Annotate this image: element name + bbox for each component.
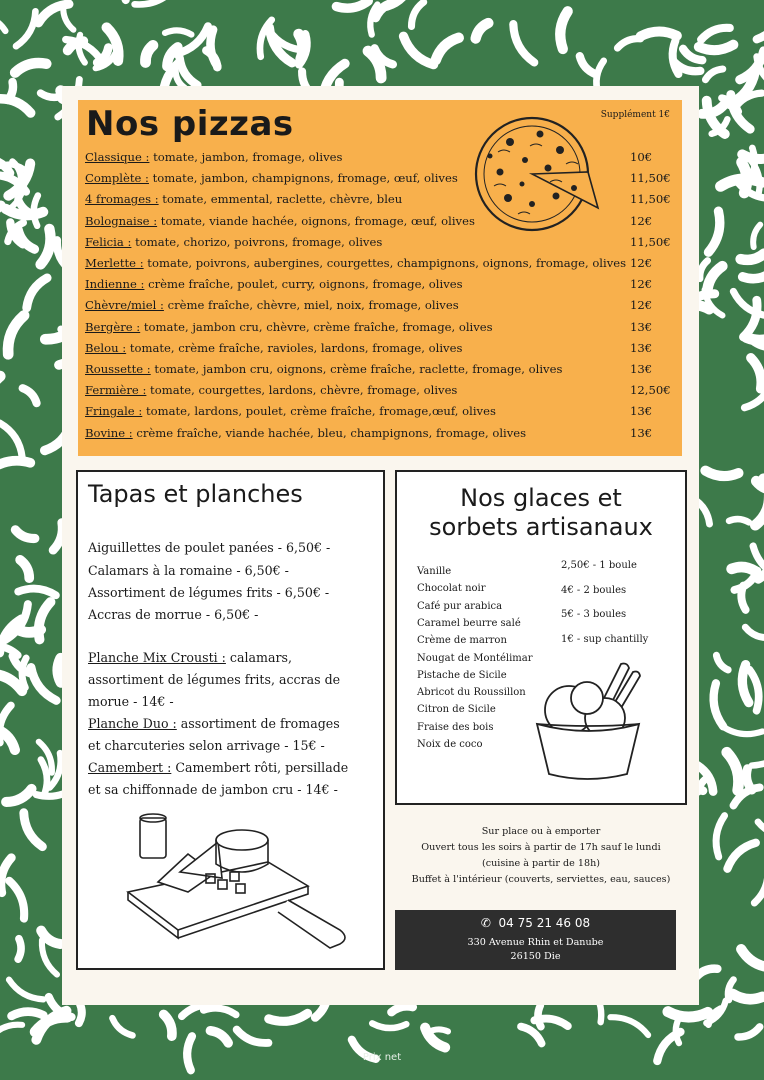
pizza-name: Bovine : — [85, 425, 133, 440]
planche-duo — [88, 716, 340, 731]
flavor-item: Vanille — [417, 566, 452, 577]
pizza-item — [85, 426, 526, 440]
pizza-name: Felicia : — [85, 234, 132, 249]
pizza-illustration — [470, 112, 606, 248]
pizza-ingredients: tomate, chorizo, poivrons, fromage, olives — [131, 234, 383, 249]
pizza-ingredients: tomate, jambon cru, oignons, crème fraîche, raclette, fromage, olives — [150, 362, 563, 376]
pizza-price: 13€ — [630, 404, 653, 419]
pizza-ingredients: tomate, crème fraîche, ravioles, lardons, fromage, olives — [126, 340, 463, 355]
address-line1: 330 Avenue Rhin et Danube — [467, 937, 604, 948]
tapas-title: Tapas et planches — [88, 480, 303, 508]
camembert-desc: Camembert rôti, persillade — [171, 760, 349, 775]
pizza-item — [85, 320, 493, 334]
pizza-ingredients: tomate, poivrons, aubergines, courgettes, champignons, oignons, fromage, olives — [143, 256, 627, 270]
cheese-board-illustration — [118, 812, 358, 960]
flavor-item: Noix de coco — [417, 739, 483, 750]
pizza-name: Merlette : — [85, 256, 144, 270]
pizza-ingredients: tomate, jambon cru, chèvre, crème fraîche, fromage, olives — [140, 319, 493, 334]
flavor-item: Caramel beurre salé — [417, 617, 521, 629]
pizza-ingredients: crème fraîche, chèvre, miel, noix, fromage, olives — [163, 298, 459, 313]
pizza-item — [85, 150, 342, 164]
pizza-name: Complète : — [85, 171, 149, 186]
tapas-item: Aiguillettes de poulet panées - 6,50€ - — [88, 540, 331, 555]
pizza-item — [85, 404, 496, 418]
ice-cream-price: 2,50€ - 1 boule — [561, 560, 637, 571]
pizza-item — [85, 383, 457, 397]
planche-duo-desc-2: et charcuteries selon arrivage - 15€ - — [88, 738, 325, 753]
pizza-section — [78, 100, 682, 456]
pizza-item — [85, 298, 459, 312]
pizza-ingredients: tomate, lardons, poulet, crème fraîche, fromage,œuf, olives — [142, 404, 496, 419]
ice-cream-price: 4€ - 2 boules — [561, 584, 627, 596]
info-line: (cuisine à partir de 18h) — [481, 858, 601, 869]
pizza-item — [85, 192, 402, 206]
pizza-name: Classique : — [85, 150, 150, 164]
pizza-name: Chèvre/miel : — [85, 298, 164, 313]
ice-cream-section — [395, 470, 687, 805]
info-line: Sur place ou à emporter — [481, 826, 601, 837]
pizza-ingredients: crème fraîche, poulet, curry, oignons, fromage, olives — [144, 277, 463, 292]
phone-icon: ✆ — [480, 916, 491, 930]
tapas-item: Assortiment de légumes frits - 6,50€ - — [88, 585, 330, 600]
planche-duo-desc: assortiment de fromages — [176, 716, 340, 731]
tapas-item: Accras de morrue - 6,50€ - — [88, 607, 259, 622]
phone-number: 04 75 21 46 08 — [498, 916, 591, 930]
pizza-item — [85, 214, 475, 228]
pizza-ingredients: tomate, jambon, fromage, olives — [149, 150, 343, 164]
info-line: Ouvert tous les soirs à partir de 17h sauf le lundi — [421, 842, 661, 853]
pizza-price: 12,50€ — [630, 383, 671, 398]
pizza-item — [85, 277, 463, 291]
flavor-item: Crème de marron — [417, 635, 507, 647]
ice-cream-title-line1: Nos glaces et — [460, 484, 622, 512]
pizza-price: 13€ — [630, 362, 653, 376]
pizza-price: 11,50€ — [630, 234, 671, 249]
camembert-label: Camembert : — [88, 760, 172, 775]
pizza-name: Bergère : — [85, 319, 141, 334]
address-line2: 26150 Die — [510, 951, 561, 962]
info-line: Buffet à l'intérieur (couverts, serviettes, eau, sauces) — [411, 874, 671, 885]
pizza-name: 4 fromages : — [85, 192, 159, 207]
pizza-price: 12€ — [630, 298, 653, 313]
pizza-ingredients: tomate, viande hachée, oignons, fromage, œuf, olives — [157, 213, 475, 228]
pizza-price: 11,50€ — [630, 171, 671, 186]
flavor-item: Fraise des bois — [417, 721, 494, 733]
pizza-price: 13€ — [630, 425, 653, 440]
pizza-price: 10€ — [630, 150, 653, 164]
pizza-name: Roussette : — [85, 362, 151, 376]
flavor-item: Pistache de Sicile — [417, 669, 507, 681]
tapas-section — [76, 470, 385, 970]
pizza-name: Bolognaise : — [85, 213, 158, 228]
footer-note: Prix net — [362, 1052, 402, 1063]
pizza-item — [85, 341, 462, 355]
camembert-desc-2: et sa chiffonnade de jambon cru - 14€ - — [88, 782, 338, 797]
pizza-price: 12€ — [630, 256, 653, 270]
planche-mix — [88, 650, 292, 665]
pizza-item — [85, 235, 382, 249]
flavor-item: Nougat de Montélimar — [417, 652, 533, 664]
ice-cream-price: 5€ - 3 boules — [561, 609, 627, 620]
pizza-name: Fermière : — [85, 383, 147, 398]
flavor-item: Chocolat noir — [417, 583, 486, 595]
flavor-item: Citron de Sicile — [417, 704, 496, 716]
pizza-item — [85, 362, 562, 376]
pizza-ingredients: tomate, emmental, raclette, chèvre, bleu — [158, 192, 403, 207]
ice-cream-illustration — [533, 658, 643, 784]
pizza-item — [85, 256, 626, 270]
pizza-name: Indienne : — [85, 277, 145, 292]
pizza-price: 12€ — [630, 277, 653, 292]
contact-box — [395, 910, 676, 970]
pizza-ingredients: tomate, jambon, champignons, fromage, œuf, olives — [148, 171, 458, 186]
flavor-item: Café pur arabica — [417, 600, 503, 612]
pizza-price: 11,50€ — [630, 192, 671, 207]
pizza-ingredients: tomate, courgettes, lardons, chèvre, fromage, olives — [146, 383, 458, 398]
camembert — [88, 760, 348, 775]
pizza-item — [85, 171, 458, 185]
pizza-price: 13€ — [630, 319, 653, 334]
pizza-name: Belou : — [85, 340, 127, 355]
ice-cream-title-line2: sorbets artisanaux — [429, 513, 653, 541]
planche-mix-desc: calamars, — [225, 650, 292, 665]
planche-mix-desc-2: assortiment de légumes frits, accras de — [88, 672, 341, 687]
pizza-ingredients: crème fraîche, viande hachée, bleu, champignons, fromage, olives — [132, 425, 527, 440]
pizza-price: 12€ — [630, 213, 653, 228]
pizza-name: Fringale : — [85, 404, 143, 419]
ice-cream-price: 1€ - sup chantilly — [561, 633, 649, 645]
pizza-price: 13€ — [630, 340, 653, 355]
planche-duo-label: Planche Duo : — [88, 716, 177, 731]
phone-row — [395, 916, 676, 930]
planche-mix-desc-3: morue - 14€ - — [88, 694, 174, 709]
flavor-item: Abricot du Roussillon — [417, 687, 526, 699]
pizza-title: Nos pizzas — [86, 104, 294, 144]
tapas-item: Calamars à la romaine - 6,50€ - — [88, 563, 289, 578]
planche-mix-label: Planche Mix Crousti : — [88, 650, 226, 665]
supplement-note: Supplément 1€ — [600, 110, 670, 120]
